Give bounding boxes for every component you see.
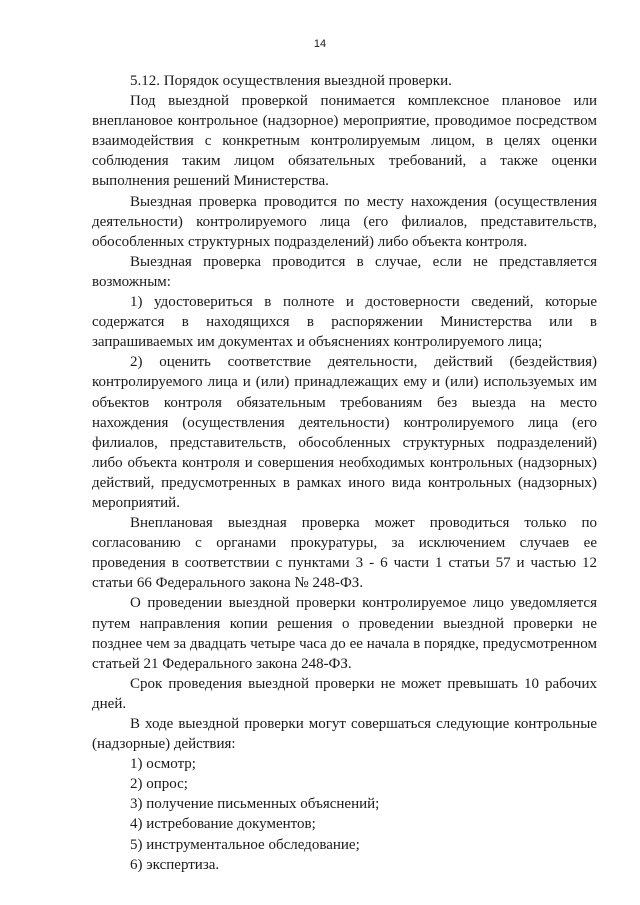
- section-heading: 5.12. Порядок осуществления выездной проверки.: [130, 73, 452, 89]
- list-item-inspection: 1) осмотр;: [130, 756, 196, 773]
- paragraph-condition-2: 2) оценить соответствие деятельности, действий (бездействия) контролируемого лица и (или) принадлежащих ему и (или) используемых им объектов контроля обязательным требованиям без выезда на место нахождения (осуществления деятельности) контролируемого лица (его филиалов, представительств, обособленных структурных подразделений) либо объекта контроля и совершения необходимых контрольных (надзорных) действий, предусмотренных в рамках иного вида контрольных (надзорных) мероприятий.: [92, 354, 597, 511]
- list-item-expertise: 6) экспертиза.: [130, 856, 220, 873]
- paragraph-notification: О проведении выездной проверки контролируемое лицо уведомляется путем направления копии решения о проведении выездной проверки не позднее чем за двадцать четыре часа до ее начала в порядке, предусмотренном статьей 21 Федерального закона 248-ФЗ.: [92, 595, 597, 672]
- list-item-instrumental-survey: 5) инструментальное обследование;: [130, 836, 360, 853]
- list-item-survey: 2) опрос;: [130, 776, 188, 793]
- document-body: [92, 71, 597, 875]
- paragraph-duration: Срок проведения выездной проверки не может превышать 10 рабочих дней.: [92, 675, 597, 712]
- list-item-document-request: 4) истребование документов;: [130, 816, 316, 833]
- paragraph-actions-intro: В ходе выездной проверки могут совершаться следующие контрольные (надзорные) действия:: [92, 716, 597, 753]
- paragraph-conditions: Выездная проверка проводится в случае, если не представляется возможным:: [92, 253, 597, 290]
- list-item-written-explanations: 3) получение письменных объяснений;: [130, 796, 380, 813]
- paragraph-definition: Под выездной проверкой понимается комплексное плановое или внеплановое контрольное (надзорное) мероприятие, проводимое посредством взаимодействия с конкретным контролируемым лицом, в целях оценки соблюдения таким лицом обязательных требований, а также оценки выполнения решений Министерства.: [92, 93, 597, 190]
- paragraph-prosecutor-approval: Внеплановая выездная проверка может проводиться только по согласованию с органами прокуратуры, за исключением случаев ее проведения в соответствии с пунктами 3 - 6 части 1 статьи 57 и частью 12 статьи 66 Федерального закона № 248-ФЗ.: [92, 515, 597, 592]
- paragraph-location: Выездная проверка проводится по месту нахождения (осуществления деятельности) контролируемого лица (его филиалов, представительств, обособленных структурных подразделений) либо объекта контроля.: [92, 193, 597, 250]
- paragraph-condition-1: 1) удостовериться в полноте и достоверности сведений, которые содержатся в находящихся в распоряжении Министерства или в запрашиваемых им документах и объяснениях контролируемого лица;: [92, 294, 597, 351]
- page-number: 14: [313, 38, 327, 50]
